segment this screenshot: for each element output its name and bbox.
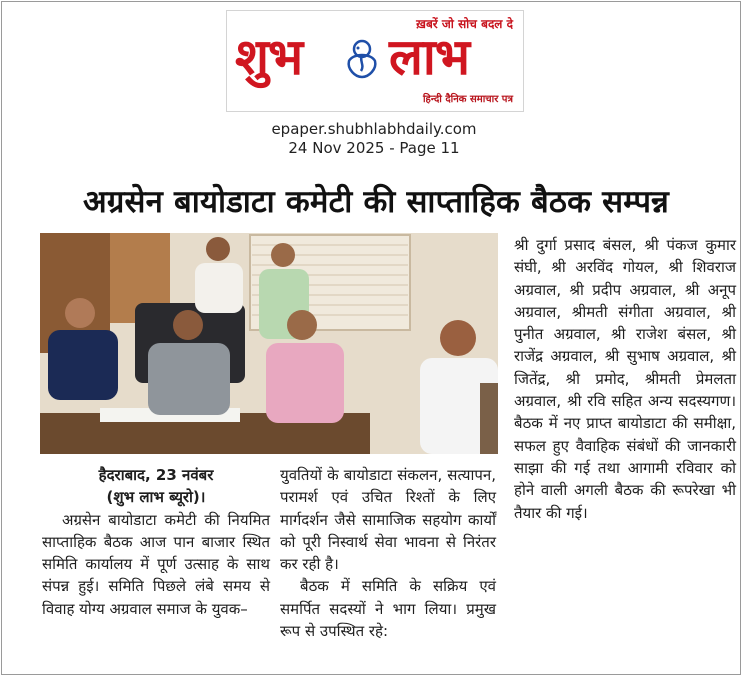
article-paragraph-1: अग्रसेन बायोडाटा कमेटी की नियमित साप्ताहिक बैठक आज पान बाजार स्थित समिति कार्यालय में पूर्ण उत्साह के साथ संपन्न हुई। समिति पिछले लंबे समय से विवाह योग्य अग्रवाल समाज के युवक– (42, 510, 270, 618)
article-headline: अग्रसेन बायोडाटा कमेटी की साप्ताहिक बैठक सम्पन्न (82, 184, 670, 220)
logo-word-right: लाभ (389, 28, 469, 86)
newspaper-clipping (1, 1, 741, 675)
masthead (226, 10, 524, 112)
article-paragraph-3: श्री दुर्गा प्रसाद बंसल, श्री पंकज कुमार संघी, श्री अरविंद गोयल, श्री शिवराज अग्रवाल, श्री प्रदीप अग्रवाल, श्री अनूप अग्रवाल, श्रीमती संगीता अग्रवाल, श्री पुनीत अग्रवाल, श्री राजेश बंसल, श्री राजेंद्र अग्रवाल, श्री सुभाष अग्रवाल, श्री जितेंद्र, श्री प्रमोद, श्रीमती प्रेमलता अग्रवाल, श्री रवि सहित अन्य सदस्यगण।बैठक में नए प्राप्त बायोडाटा की समीक्षा, सफल हुए वैवाहिक संबंधों की जानकारी साझा की गई तथा आगामी रविवार को होने वाली अगली बैठक की रूपरेखा भी तैयार की गई। (514, 236, 736, 522)
source-url: epaper.shubhlabhdaily.com (271, 120, 477, 138)
article-column-middle (280, 464, 496, 642)
logo-word-left: शुभ (235, 28, 303, 86)
article-photo (40, 233, 498, 454)
dateline-bureau: (शुभ लाभ ब्यूरो)। (106, 488, 206, 507)
article-paragraph-1-cont: युवतियों के बायोडाटा संकलन, सत्यापन, परामर्श एवं उचित रिश्तों के लिए मार्गदर्शन जैसे सामाजिक सहयोग कार्यों को पूरी निस्वार्थ सेवा भावना से निरंतर कर रही है। (280, 466, 496, 574)
source-date-page: 24 Nov 2025 - Page 11 (288, 139, 460, 157)
article-paragraph-2: बैठक में समिति के सक्रिय एवं समर्पित सदस्यों ने भाग लिया। प्रमुख रूप से उपस्थित रहे: (280, 577, 496, 641)
article-column-left (42, 464, 270, 620)
dateline-place: हैदराबाद, 23 नवंबर (98, 466, 214, 484)
ganesha-emblem-icon (339, 35, 385, 81)
article-column-right (514, 234, 736, 524)
masthead-subtag: हिन्दी दैनिक समाचार पत्र (422, 94, 513, 105)
masthead-tagline: ख़बरें जो सोच बदल दे (416, 17, 513, 31)
